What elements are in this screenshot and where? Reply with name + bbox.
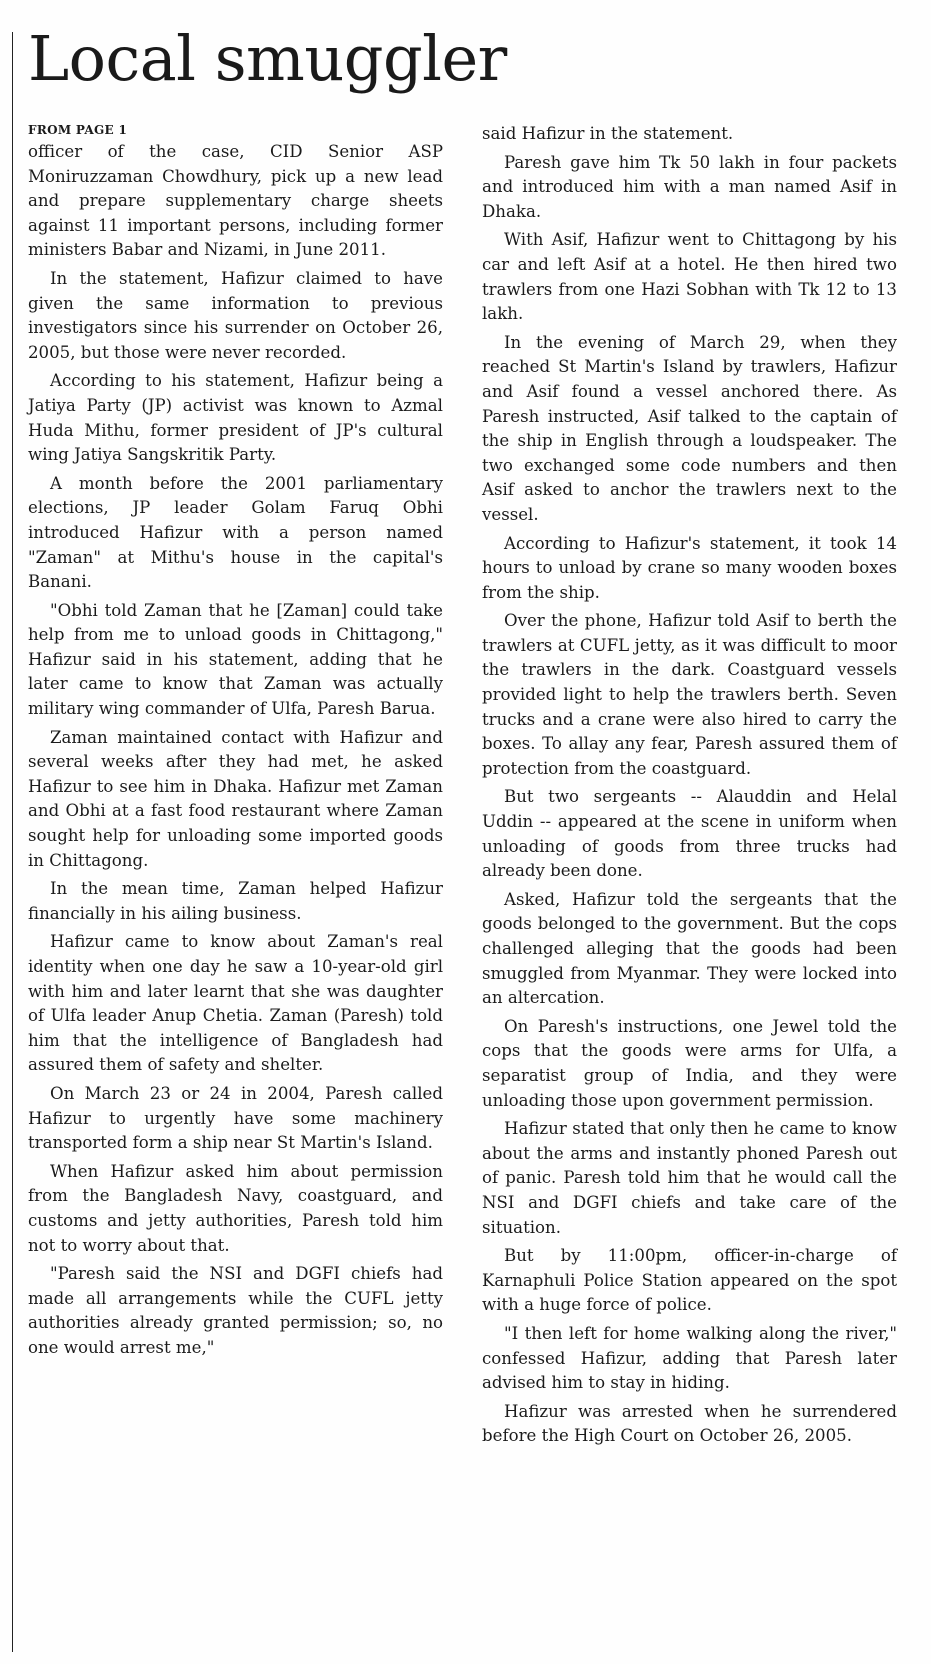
paragraph: Hafizur stated that only then he came to know about the arms and instantly phoned Paresh out of panic. Paresh told him that he would call the NSI and DGFI chiefs and take care of the situation.: [482, 1119, 897, 1237]
paragraph: A month before the 2001 parliamentary elections, JP leader Golam Faruq Obhi introduced Hafizur with a person named "Zaman" at Mithu's house in the capital's Banani.: [28, 473, 443, 592]
paragraph: Over the phone, Hafizur told Asif to berth the trawlers at CUFL jetty, as it was difficult to moor the trawlers in the dark. Coastguard vessels provided light to help the trawlers berth. Seven trucks and a crane were also hired to carry the boxes. To allay any fear, Paresh assured them of protection from the coastguard.: [482, 611, 897, 778]
paragraph: In the statement, Hafizur claimed to have given the same information to previous investigators since his surrender on October 26, 2005, but those were never recorded.: [28, 268, 443, 362]
paragraph: "Obhi told Zaman that he [Zaman] could take help from me to unload goods in Chittagong," Hafizur said in his statement, adding that he later came to know that Zaman was actually military wing commander of Ulfa, Paresh Barua.: [28, 600, 443, 719]
paragraph: officer of the case, CID Senior ASP Moniruzzaman Chowdhury, pick up a new lead and prepare supplementary charge sheets against 11 important persons, including former ministers Babar and Nizami, in June 2011.: [28, 142, 443, 260]
article-column-left: [28, 122, 443, 1365]
paragraph: In the mean time, Zaman helped Hafizur financially in his ailing business.: [28, 879, 443, 923]
paragraph: But two sergeants -- Alauddin and Helal Uddin -- appeared at the scene in uniform when unloading of goods from three trucks had already been done.: [482, 787, 897, 881]
paragraph: Hafizur came to know about Zaman's real identity when one day he saw a 10-year-old girl with him and later learnt that she was daughter of Ulfa leader Anup Chetia. Zaman (Paresh) told him that the intelligence of Bangladesh had assured them of safety and shelter.: [28, 932, 443, 1075]
paragraph: According to his statement, Hafizur being a Jatiya Party (JP) activist was known to Azmal Huda Mithu, former president of JP's cultural wing Jatiya Sangskritik Party.: [28, 371, 443, 465]
column-rule: [12, 32, 13, 1652]
paragraph: Paresh gave him Tk 50 lakh in four packets and introduced him with a man named Asif in Dhaka.: [482, 152, 897, 221]
paragraph: According to Hafizur's statement, it took 14 hours to unload by crane so many wooden boxes from the ship.: [482, 533, 897, 602]
paragraph: "Paresh said the NSI and DGFI chiefs had made all arrangements while the CUFL jetty authorities already granted permission; so, no one would arrest me,": [28, 1264, 443, 1357]
article-column-right: [482, 122, 897, 1453]
paragraph: In the evening of March 29, when they reached St Martin's Island by trawlers, Hafizur and Asif found a vessel anchored there. As Paresh instructed, Asif talked to the captain of the ship in English through a loudspeaker. The two exchanged some code numbers and then Asif asked to anchor the trawlers next to the vessel.: [482, 332, 897, 524]
paragraph-continuation: said Hafizur in the statement.: [482, 124, 734, 143]
headline: Local smuggler: [28, 22, 507, 95]
paragraph: Hafizur was arrested when he surrendered before the High Court on October 26, 2005.: [482, 1401, 897, 1446]
from-page-label: FROM PAGE 1: [28, 123, 128, 137]
paragraph: But by 11:00pm, officer-in-charge of Karnaphuli Police Station appeared on the spot with a huge force of police.: [482, 1246, 897, 1315]
paragraph: With Asif, Hafizur went to Chittagong by his car and left Asif at a hotel. He then hired two trawlers from one Hazi Sobhan with Tk 12 to 13 lakh.: [482, 230, 897, 324]
paragraph: On Paresh's instructions, one Jewel told the cops that the goods were arms for Ulfa, a separatist group of India, and they were unloading those upon government permission.: [482, 1016, 897, 1110]
paragraph: "I then left for home walking along the river," confessed Hafizur, adding that Paresh later advised him to stay in hiding.: [482, 1323, 897, 1393]
paragraph: Asked, Hafizur told the sergeants that the goods belonged to the government. But the cops challenged alleging that the goods had been smuggled from Myanmar. They were locked into an altercation.: [482, 889, 897, 1008]
paragraph: On March 23 or 24 in 2004, Paresh called Hafizur to urgently have some machinery transported form a ship near St Martin's Island.: [28, 1083, 443, 1153]
paragraph: When Hafizur asked him about permission from the Bangladesh Navy, coastguard, and customs and jetty authorities, Paresh told him not to worry about that.: [28, 1161, 443, 1255]
paragraph: Zaman maintained contact with Hafizur and several weeks after they had met, he asked Hafizur to see him in Dhaka. Hafizur met Zaman and Obhi at a fast food restaurant where Zaman sought help for unloading some imported goods in Chittagong.: [28, 727, 443, 870]
